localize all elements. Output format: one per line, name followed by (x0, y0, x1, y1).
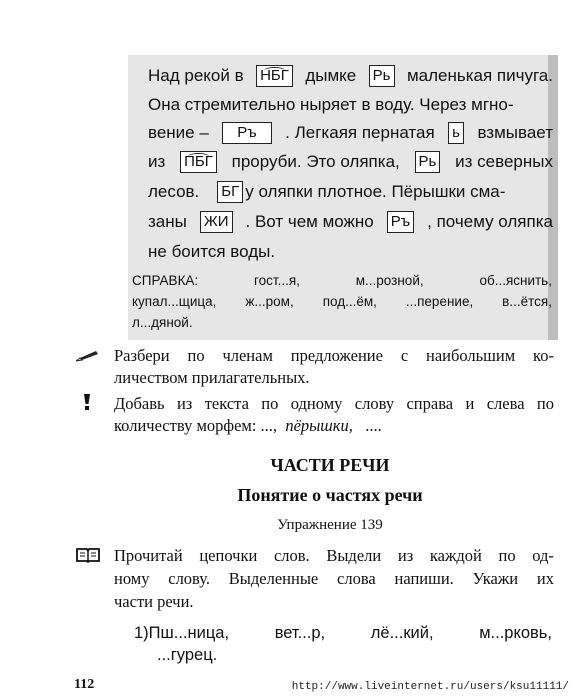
reference-line-2: купал...щица, ж...ром, под...ём, ...перение, в...ётся, (132, 294, 552, 309)
morpheme-box: ПБГ (180, 151, 217, 173)
reference-line-1: СПРАВКА: гост...я, м...розной, об...яснить, (132, 273, 552, 288)
text-line-4: из ПБГ проруби. Это оляпка, Рь из северных (148, 152, 553, 171)
exercise-label: Упражнение 139 (277, 517, 383, 533)
subsection-title: Понятие о частях речи (237, 485, 423, 505)
source-url-watermark: http://www.liveinternet.ru/users/ksu11111/ (291, 681, 569, 693)
text-line-1: Над рекой в НБГ дымке Рь маленькая пичуга. (148, 66, 553, 85)
word-chain-line-1: 1)Пш...ница, вет...р, лё...кий, м...рковь, (134, 624, 552, 642)
pencil-icon (74, 349, 100, 363)
morpheme-box: БГ (217, 181, 243, 203)
morpheme-box: Ръ (387, 211, 414, 233)
morpheme-box: НБГ (256, 65, 293, 87)
page-number: 112 (74, 677, 95, 692)
text-line-7: не боится воды. (148, 242, 276, 261)
exclamation-icon (81, 393, 93, 411)
text-line-5: лесов. БГ у оляпки плотное. Пёрышки сма- (148, 182, 506, 201)
morpheme-box: ЖИ (200, 211, 233, 233)
section-title: ЧАСТИ РЕЧИ (270, 455, 390, 475)
exercise-line-1: Прочитай цепочки слов. Выдели из каждой по од- (114, 546, 554, 565)
open-book-icon (76, 547, 100, 563)
text-line-3: вение – Ръ . Легкаяя пернатая ь взмывает (148, 123, 553, 142)
exercise-line-3: части речи. (114, 592, 194, 611)
task-2-line-2: количеству морфем: ..., пёрышки, .... (114, 416, 382, 435)
task-1-line-2: личеством прилагательных. (114, 368, 310, 387)
morpheme-box: ь (448, 122, 464, 144)
task-1-line-1: Разбери по членам предложение с наибольшим ко- (114, 346, 554, 365)
word-chain-line-2: ...гурец. (157, 646, 218, 664)
morpheme-box: Рь (415, 151, 441, 173)
exercise-line-2: ному слову. Выделенные слова напиши. Укажи их (114, 569, 554, 588)
reference-line-3: л...дяной. (132, 315, 193, 330)
text-line-6: заны ЖИ . Вот чем можно Ръ , почему оляпка (148, 212, 553, 231)
text-line-2: Она стремительно ныряет в воду. Через мгно- (148, 95, 514, 114)
task-2-line-1: Добавь из текста по одному слову справа и слева по (114, 394, 554, 413)
morpheme-box: Ръ (222, 122, 271, 144)
morpheme-box: Рь (369, 65, 395, 87)
